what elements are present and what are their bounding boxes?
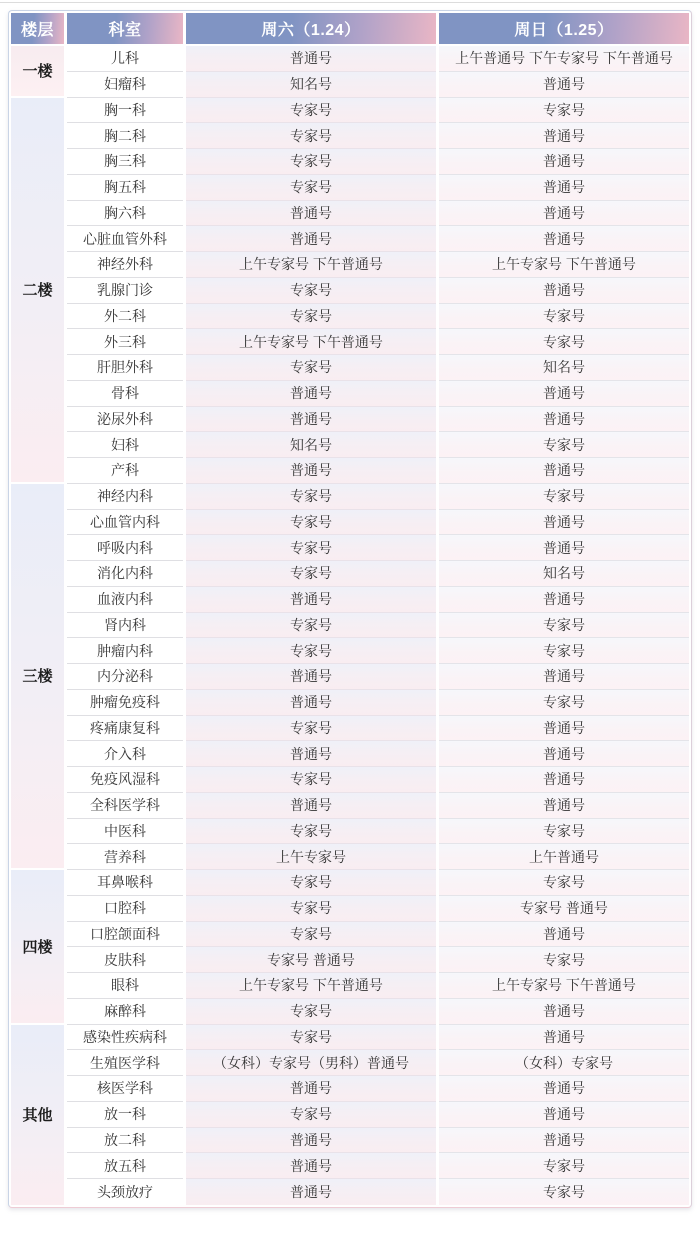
saturday-ticket-cell: 专家号 [186, 98, 436, 124]
sunday-ticket-cell: 上午普通号 下午专家号 下午普通号 [439, 46, 689, 72]
saturday-ticket-cell: 专家号 [186, 896, 436, 922]
sunday-ticket-cell: 专家号 [439, 819, 689, 845]
department-cell: 妇科 [67, 432, 183, 458]
saturday-ticket-cell: 专家号 [186, 1025, 436, 1051]
department-cell: 中医科 [67, 819, 183, 845]
saturday-ticket-cell: 专家号 [186, 638, 436, 664]
saturday-ticket-cell: 专家号 [186, 123, 436, 149]
sunday-ticket-cell: 普通号 [439, 587, 689, 613]
department-cell: 产科 [67, 458, 183, 484]
department-cell: 麻醉科 [67, 999, 183, 1025]
saturday-ticket-cell: 专家号 [186, 922, 436, 948]
sunday-ticket-cell: 普通号 [439, 741, 689, 767]
table-header-row [11, 13, 689, 44]
sunday-ticket-cell: 普通号 [439, 458, 689, 484]
saturday-ticket-cell: 专家号 普通号 [186, 947, 436, 973]
department-cell: 胸五科 [67, 175, 183, 201]
page-top-rule [0, 0, 700, 3]
sunday-ticket-cell: 专家号 [439, 947, 689, 973]
department-cell: 心血管内科 [67, 510, 183, 536]
department-cell: 外三科 [67, 329, 183, 355]
sunday-ticket-cell: 专家号 [439, 1179, 689, 1205]
department-cell: 内分泌科 [67, 664, 183, 690]
table-body [11, 46, 689, 1205]
sunday-ticket-cell: 普通号 [439, 123, 689, 149]
department-cell: 肝胆外科 [67, 355, 183, 381]
saturday-ticket-cell: 普通号 [186, 587, 436, 613]
sunday-ticket-cell: 普通号 [439, 510, 689, 536]
saturday-ticket-cell: 专家号 [186, 767, 436, 793]
department-cell: 胸三科 [67, 149, 183, 175]
sunday-ticket-cell: 专家号 [439, 638, 689, 664]
sunday-ticket-cell: 普通号 [439, 1102, 689, 1128]
sunday-ticket-cell: 普通号 [439, 1025, 689, 1051]
saturday-ticket-cell: 普通号 [186, 226, 436, 252]
sunday-ticket-cell: 上午专家号 下午普通号 [439, 252, 689, 278]
sunday-ticket-cell: 专家号 [439, 870, 689, 896]
department-cell: 神经内科 [67, 484, 183, 510]
sunday-ticket-cell: 专家号 [439, 1153, 689, 1179]
department-cell: 心脏血管外科 [67, 226, 183, 252]
saturday-ticket-cell: 普通号 [186, 46, 436, 72]
saturday-ticket-cell: 专家号 [186, 999, 436, 1025]
saturday-ticket-cell: 普通号 [186, 407, 436, 433]
floor-cell: 三楼 [11, 484, 64, 870]
department-cell: 肿瘤内科 [67, 638, 183, 664]
saturday-ticket-cell: 专家号 [186, 561, 436, 587]
floor-cell: 一楼 [11, 46, 64, 98]
col-header-floor: 楼层 [11, 13, 64, 44]
saturday-ticket-cell: 普通号 [186, 741, 436, 767]
department-cell: 生殖医学科 [67, 1050, 183, 1076]
department-cell: 呼吸内科 [67, 535, 183, 561]
department-cell: 骨科 [67, 381, 183, 407]
department-cell: 乳腺门诊 [67, 278, 183, 304]
sunday-ticket-cell: 普通号 [439, 793, 689, 819]
saturday-ticket-cell: （女科）专家号（男科）普通号 [186, 1050, 436, 1076]
col-header-saturday: 周六（1.24） [186, 13, 436, 44]
saturday-ticket-cell: 专家号 [186, 870, 436, 896]
saturday-ticket-cell: 专家号 [186, 149, 436, 175]
department-cell: 胸二科 [67, 123, 183, 149]
col-header-sunday: 周日（1.25） [439, 13, 689, 44]
saturday-ticket-cell: 专家号 [186, 355, 436, 381]
saturday-ticket-cell: 上午专家号 下午普通号 [186, 329, 436, 355]
saturday-ticket-cell: 专家号 [186, 510, 436, 536]
sunday-ticket-cell: 普通号 [439, 149, 689, 175]
saturday-ticket-cell: 知名号 [186, 72, 436, 98]
saturday-ticket-cell: 普通号 [186, 1153, 436, 1179]
sunday-ticket-cell: 普通号 [439, 72, 689, 98]
saturday-ticket-cell: 普通号 [186, 1076, 436, 1102]
sunday-ticket-cell: 上午专家号 下午普通号 [439, 973, 689, 999]
department-cell: 口腔科 [67, 896, 183, 922]
saturday-ticket-cell: 普通号 [186, 690, 436, 716]
sunday-ticket-cell: 知名号 [439, 355, 689, 381]
sunday-ticket-cell: 普通号 [439, 226, 689, 252]
saturday-ticket-cell: 普通号 [186, 1128, 436, 1154]
department-cell: 头颈放疗 [67, 1179, 183, 1205]
saturday-ticket-cell: 专家号 [186, 716, 436, 742]
department-cell: 神经外科 [67, 252, 183, 278]
department-cell: 免疫风湿科 [67, 767, 183, 793]
department-cell: 放二科 [67, 1128, 183, 1154]
saturday-ticket-cell: 专家号 [186, 175, 436, 201]
sunday-ticket-cell: 普通号 [439, 175, 689, 201]
sunday-ticket-cell: 专家号 [439, 304, 689, 330]
schedule-table [8, 10, 692, 1208]
department-cell: 放五科 [67, 1153, 183, 1179]
sunday-ticket-cell: 上午普通号 [439, 844, 689, 870]
sunday-ticket-cell: 普通号 [439, 1076, 689, 1102]
department-cell: 妇瘤科 [67, 72, 183, 98]
saturday-ticket-cell: 普通号 [186, 201, 436, 227]
saturday-ticket-cell: 专家号 [186, 484, 436, 510]
department-cell: 核医学科 [67, 1076, 183, 1102]
department-cell: 放一科 [67, 1102, 183, 1128]
saturday-ticket-cell: 专家号 [186, 613, 436, 639]
sunday-ticket-cell: 普通号 [439, 716, 689, 742]
sunday-ticket-cell: 专家号 [439, 484, 689, 510]
saturday-ticket-cell: 知名号 [186, 432, 436, 458]
saturday-ticket-cell: 上午专家号 [186, 844, 436, 870]
saturday-ticket-cell: 上午专家号 下午普通号 [186, 973, 436, 999]
sunday-ticket-cell: 普通号 [439, 1128, 689, 1154]
department-cell: 全科医学科 [67, 793, 183, 819]
department-cell: 眼科 [67, 973, 183, 999]
saturday-ticket-cell: 普通号 [186, 664, 436, 690]
sunday-ticket-cell: 知名号 [439, 561, 689, 587]
department-cell: 胸六科 [67, 201, 183, 227]
saturday-ticket-cell: 专家号 [186, 1102, 436, 1128]
department-cell: 肿瘤免疫科 [67, 690, 183, 716]
sunday-ticket-cell: 普通号 [439, 201, 689, 227]
saturday-ticket-cell: 上午专家号 下午普通号 [186, 252, 436, 278]
saturday-ticket-cell: 专家号 [186, 278, 436, 304]
sunday-ticket-cell: 普通号 [439, 767, 689, 793]
department-cell: 介入科 [67, 741, 183, 767]
sunday-ticket-cell: 普通号 [439, 664, 689, 690]
sunday-ticket-cell: 普通号 [439, 381, 689, 407]
saturday-ticket-cell: 专家号 [186, 819, 436, 845]
department-cell: 外二科 [67, 304, 183, 330]
saturday-ticket-cell: 普通号 [186, 793, 436, 819]
department-cell: 口腔颌面科 [67, 922, 183, 948]
sunday-ticket-cell: 普通号 [439, 535, 689, 561]
department-cell: 肾内科 [67, 613, 183, 639]
department-cell: 消化内科 [67, 561, 183, 587]
saturday-ticket-cell: 普通号 [186, 381, 436, 407]
floor-cell: 四楼 [11, 870, 64, 1025]
sunday-ticket-cell: 专家号 普通号 [439, 896, 689, 922]
department-cell: 感染性疾病科 [67, 1025, 183, 1051]
sunday-ticket-cell: 专家号 [439, 329, 689, 355]
sunday-ticket-cell: 普通号 [439, 999, 689, 1025]
sunday-ticket-cell: 专家号 [439, 98, 689, 124]
saturday-ticket-cell: 专家号 [186, 304, 436, 330]
sunday-ticket-cell: 专家号 [439, 432, 689, 458]
department-cell: 疼痛康复科 [67, 716, 183, 742]
department-cell: 血液内科 [67, 587, 183, 613]
saturday-ticket-cell: 普通号 [186, 458, 436, 484]
floor-cell: 其他 [11, 1025, 64, 1205]
saturday-ticket-cell: 普通号 [186, 1179, 436, 1205]
sunday-ticket-cell: 专家号 [439, 613, 689, 639]
col-header-dept: 科室 [67, 13, 183, 44]
sunday-ticket-cell: （女科）专家号 [439, 1050, 689, 1076]
department-cell: 胸一科 [67, 98, 183, 124]
floor-cell: 二楼 [11, 98, 64, 484]
sunday-ticket-cell: 普通号 [439, 407, 689, 433]
sunday-ticket-cell: 普通号 [439, 922, 689, 948]
department-cell: 泌尿外科 [67, 407, 183, 433]
department-cell: 皮肤科 [67, 947, 183, 973]
department-cell: 耳鼻喉科 [67, 870, 183, 896]
saturday-ticket-cell: 专家号 [186, 535, 436, 561]
sunday-ticket-cell: 普通号 [439, 278, 689, 304]
department-cell: 营养科 [67, 844, 183, 870]
sunday-ticket-cell: 专家号 [439, 690, 689, 716]
department-cell: 儿科 [67, 46, 183, 72]
